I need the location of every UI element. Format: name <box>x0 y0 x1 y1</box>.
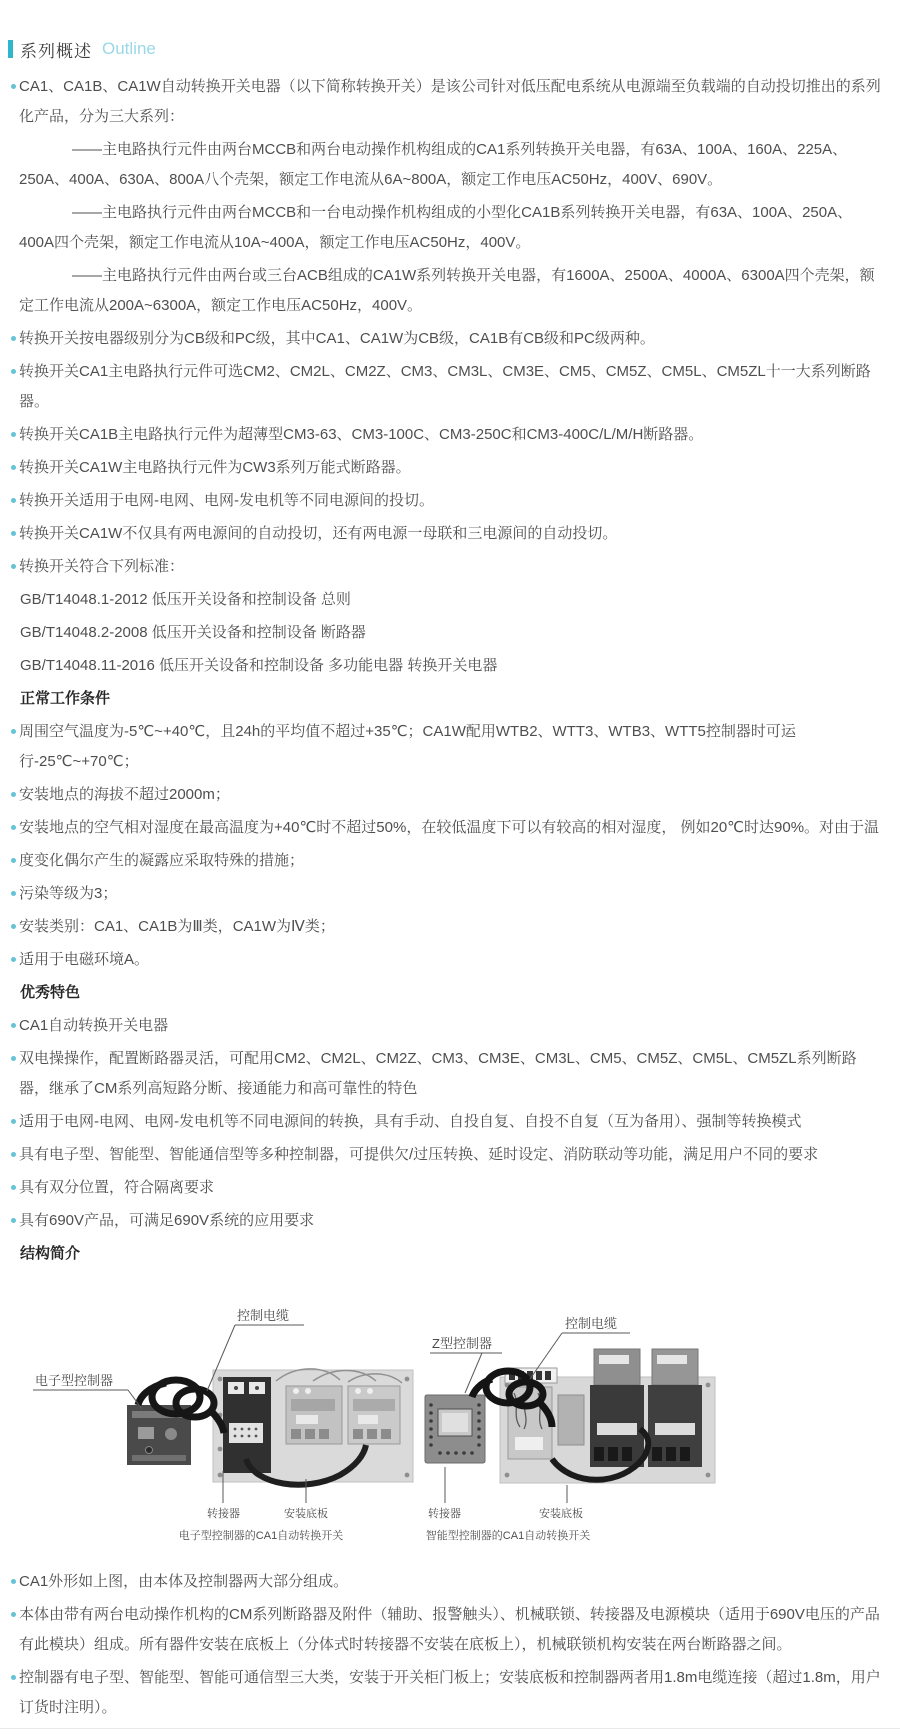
paragraph <box>0 1173 886 1203</box>
figure-caption: 电子型控制器的CA1自动转换开关 <box>178 1530 344 1542</box>
paragraph-text: 适用于电网-电网、电网-发电机等不同电源间的转换，具有手动、自投自复、自投不自复（互为备用）、强制等转换模式 <box>19 1113 802 1130</box>
bullet-icon <box>11 1056 16 1061</box>
paragraph-text: GB/T14048.1-2012 低压开关设备和控制设备 总则 <box>20 591 351 608</box>
section-heading: 结构简介 <box>20 1245 81 1262</box>
section-heading: 正常工作条件 <box>20 690 111 707</box>
paragraph <box>0 1567 886 1597</box>
bullet-icon <box>11 1185 16 1190</box>
paragraph-text: 转换开关CA1B主电路执行元件为超薄型CM3-63、CM3-100C、CM3-250C和CM3-400C/L/M/H断路器。 <box>19 426 704 443</box>
paragraph <box>0 1011 886 1041</box>
standard-line <box>0 651 886 681</box>
overview-section <box>0 72 900 681</box>
controller-callout-label: Z型控制器 <box>432 1336 492 1351</box>
paragraph <box>0 879 886 909</box>
bullet-icon <box>11 825 16 830</box>
base-plate-label: 安装底板 <box>539 1508 583 1520</box>
paragraph-text: 安装地点的海拔不超过2000m； <box>19 786 230 803</box>
paragraph-text: 度变化偶尔产生的凝露应采取特殊的措施； <box>19 852 305 869</box>
bullet-icon <box>11 1675 16 1680</box>
bullet-icon <box>11 858 16 863</box>
paragraph <box>0 453 886 483</box>
working-conditions-section <box>0 684 900 975</box>
paragraph-text: CA1自动转换开关电器 <box>19 1017 169 1034</box>
paragraph <box>0 1140 886 1170</box>
paragraph-text: 具有690V产品，可满足690V系统的应用要求 <box>19 1212 315 1229</box>
paragraph <box>0 552 886 582</box>
adapter-module <box>558 1395 584 1445</box>
paragraph-text: 安装类别：CA1、CA1B为Ⅲ类，CA1W为Ⅳ类； <box>19 918 335 935</box>
paragraph <box>0 135 886 195</box>
paragraph <box>0 780 886 810</box>
paragraph-text: 转换开关CA1主电路执行元件可选CM2、CM2L、CM2Z、CM3、CM3L、CM3E、CM5、CM5Z、CM5L、CM5ZL十一大系列断路器。 <box>19 363 871 410</box>
page-bottom-divider <box>0 1728 900 1729</box>
paragraph <box>0 519 886 549</box>
paragraph <box>0 198 886 258</box>
paragraph-text: 控制器有电子型、智能型、智能可通信型三大类，安装于开关柜门板上；安装底板和控制器两者用1.8m电缆连接（超过1.8m，用户订货时注明）。 <box>19 1669 881 1716</box>
bullet-icon <box>11 957 16 962</box>
standard-line <box>0 585 886 615</box>
features-section <box>0 978 900 1236</box>
bullet-icon <box>11 1152 16 1157</box>
cable-callout-label: 控制电缆 <box>565 1316 618 1331</box>
section-heading: 优秀特色 <box>20 984 81 1001</box>
paragraph-text: 转换开关按电器级别分为CB级和PC级，其中CA1、CA1W为CB级，CA1B有CB级和PC级两种。 <box>19 330 655 347</box>
bullet-icon <box>11 1023 16 1028</box>
paragraph <box>0 357 886 417</box>
paragraph <box>0 1663 886 1723</box>
section-header <box>8 38 900 60</box>
paragraph-text: 转换开关适用于电网-电网、电网-发电机等不同电源间的投切。 <box>19 492 434 509</box>
bullet-icon <box>11 1579 16 1584</box>
breaker-module <box>648 1349 702 1467</box>
paragraph <box>0 912 886 942</box>
bullet-icon <box>11 564 16 569</box>
breaker-module <box>590 1349 644 1467</box>
bullet-icon <box>11 465 16 470</box>
paragraph-text: CA1外形如上图，由本体及控制器两大部分组成。 <box>19 1573 349 1590</box>
bullet-icon <box>11 1612 16 1617</box>
paragraph-text: GB/T14048.11-2016 低压开关设备和控制设备 多功能电器 转换开关电器 <box>20 657 498 674</box>
figure-caption: 智能型控制器的CA1自动转换开关 <box>425 1530 591 1542</box>
paragraph-text: 具有双分位置，符合隔离要求 <box>19 1179 215 1196</box>
paragraph-text: 安装地点的空气相对湿度在最高温度为+40℃时不超过50%，在较低温度下可以有较高的相对湿度， 例如20℃时达90%。对由于温 <box>19 819 880 836</box>
paragraph-text: 具有电子型、智能型、智能通信型等多种控制器，可提供欠/过压转换、延时设定、消防联动等功能，满足用户不同的要求 <box>19 1146 819 1163</box>
adapter-label: 转接器 <box>207 1508 240 1520</box>
paragraph <box>0 1107 886 1137</box>
bullet-icon <box>11 891 16 896</box>
paragraph <box>0 1600 886 1660</box>
paragraph-text: ——主电路执行元件由两台MCCB和一台电动操作机构组成的小型化CA1B系列转换开关电器，有63A、100A、250A、400A四个壳架，额定工作电流从10A~400A，额定工作电压AC50Hz，400V。 <box>19 204 853 251</box>
paragraph <box>0 72 886 132</box>
paragraph-text: 适用于电磁环境A。 <box>19 951 150 968</box>
bullet-icon <box>11 498 16 503</box>
bullet-icon <box>11 84 16 89</box>
paragraph-text: 双电操操作，配置断路器灵活，可配用CM2、CM2L、CM2Z、CM3、CM3E、CM3L、CM5、CM5Z、CM5L、CM5ZL系列断路器，继承了CM系列高短路分断、接通能力和高可靠性的特色 <box>19 1050 857 1097</box>
paragraph <box>0 813 886 843</box>
bullet-icon <box>11 729 16 734</box>
paragraph <box>0 1044 886 1104</box>
adapter-module <box>223 1377 271 1473</box>
paragraph <box>0 486 886 516</box>
paragraph <box>0 324 886 354</box>
breaker-module <box>286 1386 342 1444</box>
controller-callout-label: 电子型控制器 <box>35 1373 114 1388</box>
paragraph-text: 转换开关CA1W不仅具有两电源间的自动投切，还有两电源一母联和三电源间的自动投切。 <box>19 525 618 542</box>
paragraph <box>0 1206 886 1236</box>
bullet-icon <box>11 531 16 536</box>
paragraph-text: GB/T14048.2-2008 低压开关设备和控制设备 断路器 <box>20 624 366 641</box>
paragraph-text: CA1、CA1B、CA1W自动转换开关电器（以下简称转换开关）是该公司针对低压配电系统从电源端至负载端的自动投切推出的系列化产品，分为三大系列： <box>19 78 881 125</box>
structure-description <box>0 1567 900 1723</box>
bullet-icon <box>11 924 16 929</box>
bullet-icon <box>11 792 16 797</box>
paragraph <box>0 846 886 876</box>
page-title: 系列概述 <box>20 41 92 61</box>
bullet-icon <box>11 336 16 341</box>
paragraph <box>0 945 886 975</box>
bullet-icon <box>11 369 16 374</box>
figure-intelligent-controller-ats <box>360 1287 745 1555</box>
structure-figures <box>0 1287 900 1555</box>
base-plate-label: 安装底板 <box>284 1508 328 1520</box>
paragraph-text: ——主电路执行元件由两台或三台ACB组成的CA1W系列转换开关电器，有1600A、2500A、4000A、6300A四个壳架，额定工作电流从200A~6300A，额定工作电压AC50Hz，400V。 <box>19 267 875 314</box>
paragraph <box>0 261 886 321</box>
page-subtitle: Outline <box>102 39 156 58</box>
paragraph <box>0 717 886 777</box>
paragraph-text: 本体由带有两台电动操作机构的CM系列断路器及附件（辅助、报警触头）、机械联锁、转接器及电源模块（适用于690V电压的产品有此模块）组成。所有器件安装在底板上（分体式时转接器不安装在底板上），机械联锁机构安装在两台断路器之间。 <box>19 1606 880 1653</box>
paragraph-text: ——主电路执行元件由两台MCCB和两台电动操作机构组成的CA1系列转换开关电器，有63A、100A、160A、225A、250A、400A、630A、800A八个壳架，额定工作电流从6A~800A，额定工作电压AC50Hz，400V、690V。 <box>19 141 848 188</box>
paragraph-text: 转换开关符合下列标准： <box>19 558 185 575</box>
adapter-label: 转接器 <box>428 1508 461 1520</box>
paragraph-text: 周围空气温度为-5℃~+40℃，且24h的平均值不超过+35℃；CA1W配用WTB2、WTT3、WTB3、WTT5控制器时可运行-25℃~+70℃； <box>19 723 796 770</box>
standard-line <box>0 618 886 648</box>
paragraph <box>0 420 886 450</box>
bullet-icon <box>11 1218 16 1223</box>
paragraph-text: 污染等级为3； <box>19 885 118 902</box>
cable-callout-label: 控制电缆 <box>237 1308 290 1323</box>
controller-photo <box>425 1395 485 1463</box>
accent-bar <box>8 40 13 58</box>
structure-section <box>0 1239 900 1723</box>
paragraph-text: 转换开关CA1W主电路执行元件为CW3系列万能式断路器。 <box>19 459 411 476</box>
bullet-icon <box>11 432 16 437</box>
bullet-icon <box>11 1119 16 1124</box>
